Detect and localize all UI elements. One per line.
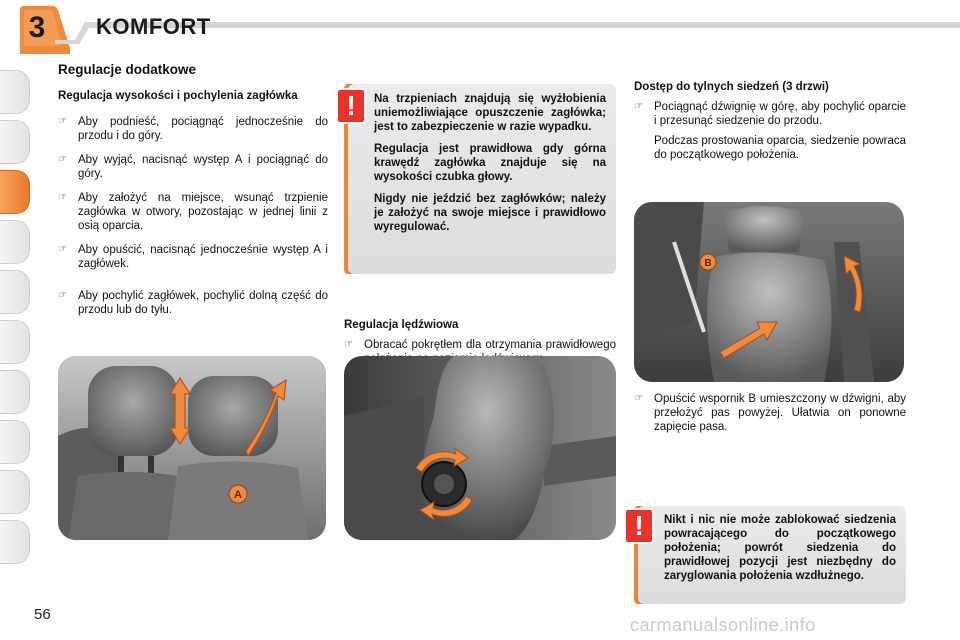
pointer-icon: ☞	[634, 101, 643, 112]
pointer-icon: ☞	[344, 339, 353, 350]
chapter-tab[interactable]	[0, 220, 30, 264]
warning-box: Na trzpieniach znajdują się wyżłobienia uniemożliwiające opuszczenie zagłówka; jest to zabezpieczenie w razie wypadku. Regulacja jest prawidłowa gdy górna krawędź zagłówka znajduje się na wysokości czubka głowy. Nigdy nie jeździć bez zagłówków; należy je założyć na swoje miejsce i prawidłowo wyregulować.	[348, 84, 616, 274]
pointer-icon: ☞	[58, 154, 67, 165]
chapter-tab[interactable]	[0, 420, 30, 464]
right-column	[634, 80, 906, 162]
page-title: KOMFORT	[96, 14, 211, 39]
chapter-tab-active[interactable]	[0, 170, 30, 214]
section-title: Dostęp do tylnych siedzeń (3 drzwi)	[634, 81, 829, 93]
left-column	[58, 62, 328, 327]
chapter-tab[interactable]	[0, 470, 30, 514]
warning-box: Nikt i nic nie może zablokować siedzenia powracającego do początkowego położenia; powrót siedzenia do prawidłowej pozycji jest niezbędny do zaryglowania położenia wzdłużnego.	[638, 506, 906, 604]
list-item: ☞ Aby założyć na miejsce, wsunąć trzpienie zagłówka w otwory, pozostając w jednej linii z osią oparcia.	[58, 192, 328, 232]
pointer-icon: ☞	[634, 393, 643, 404]
lumbar-illustration	[344, 356, 616, 540]
watermark: carmanualsonline.info	[630, 615, 816, 635]
list-item: ☞ Pociągnąć dźwignię w górę, aby pochylić oparcie i przesunąć siedzenie do przodu.	[634, 101, 906, 127]
subsection-title: Regulacja lędźwiowa	[344, 319, 459, 331]
list-item: ☞ Obracać pokrętłem dla otrzymania prawidłowego	[344, 338, 616, 366]
chapter-tab[interactable]	[0, 120, 30, 164]
support-section	[634, 392, 906, 444]
subsection-title: Regulacja wysokości i pochylenia zagłówka	[58, 90, 298, 102]
list-item: ☞ Opuścić wspornik B umieszczony w dźwigni, aby przełożyć pas powyżej. Ułatwia on ponowne zapięcie pasa.	[634, 393, 906, 433]
pointer-icon: ☞	[58, 192, 67, 203]
exclamation-warning-icon: !	[336, 88, 366, 124]
headrest-illustration	[58, 356, 326, 540]
chapter-number: 3	[28, 11, 46, 44]
exclamation-warning-icon: !	[624, 508, 654, 544]
svg-text:B: B	[704, 258, 712, 269]
list-item: ☞ Aby podnieść, pociągnąć jednocześnie do przodu i do góry.	[58, 116, 328, 142]
list-item: ☞ Aby wyjąć, nacisnąć występ A i pociągnąć do góry.	[58, 154, 328, 180]
lumbar-knob-photo	[344, 356, 616, 540]
seat-lever-illustration	[634, 202, 904, 382]
chapter-tabs	[0, 70, 30, 590]
section-title: Regulacje dodatkowe	[58, 62, 197, 77]
svg-text:A: A	[234, 489, 242, 501]
chapter-tab[interactable]	[0, 320, 30, 364]
pointer-icon: ☞	[58, 244, 67, 255]
pointer-icon: ☞	[58, 116, 67, 127]
chapter-tab[interactable]	[0, 270, 30, 314]
chapter-tab[interactable]	[0, 520, 30, 564]
page-number: 56	[34, 606, 51, 623]
headrest-adjustment-photo	[58, 356, 326, 540]
list-item: ☞ Aby opuścić, nacisnąć jednocześnie występ A i zagłówek.	[58, 244, 328, 270]
chapter-tab[interactable]	[0, 370, 30, 414]
chapter-tab[interactable]	[0, 70, 30, 114]
pointer-icon: ☞	[58, 290, 67, 301]
list-item: ☞ Aby pochylić zagłówek, pochylić dolną część do przodu lub do tyłu.	[58, 290, 328, 316]
note-text: Podczas prostowania oparcia, siedzenie powraca do początkowego położenia.	[654, 135, 906, 161]
seat-lever-photo	[634, 202, 904, 382]
